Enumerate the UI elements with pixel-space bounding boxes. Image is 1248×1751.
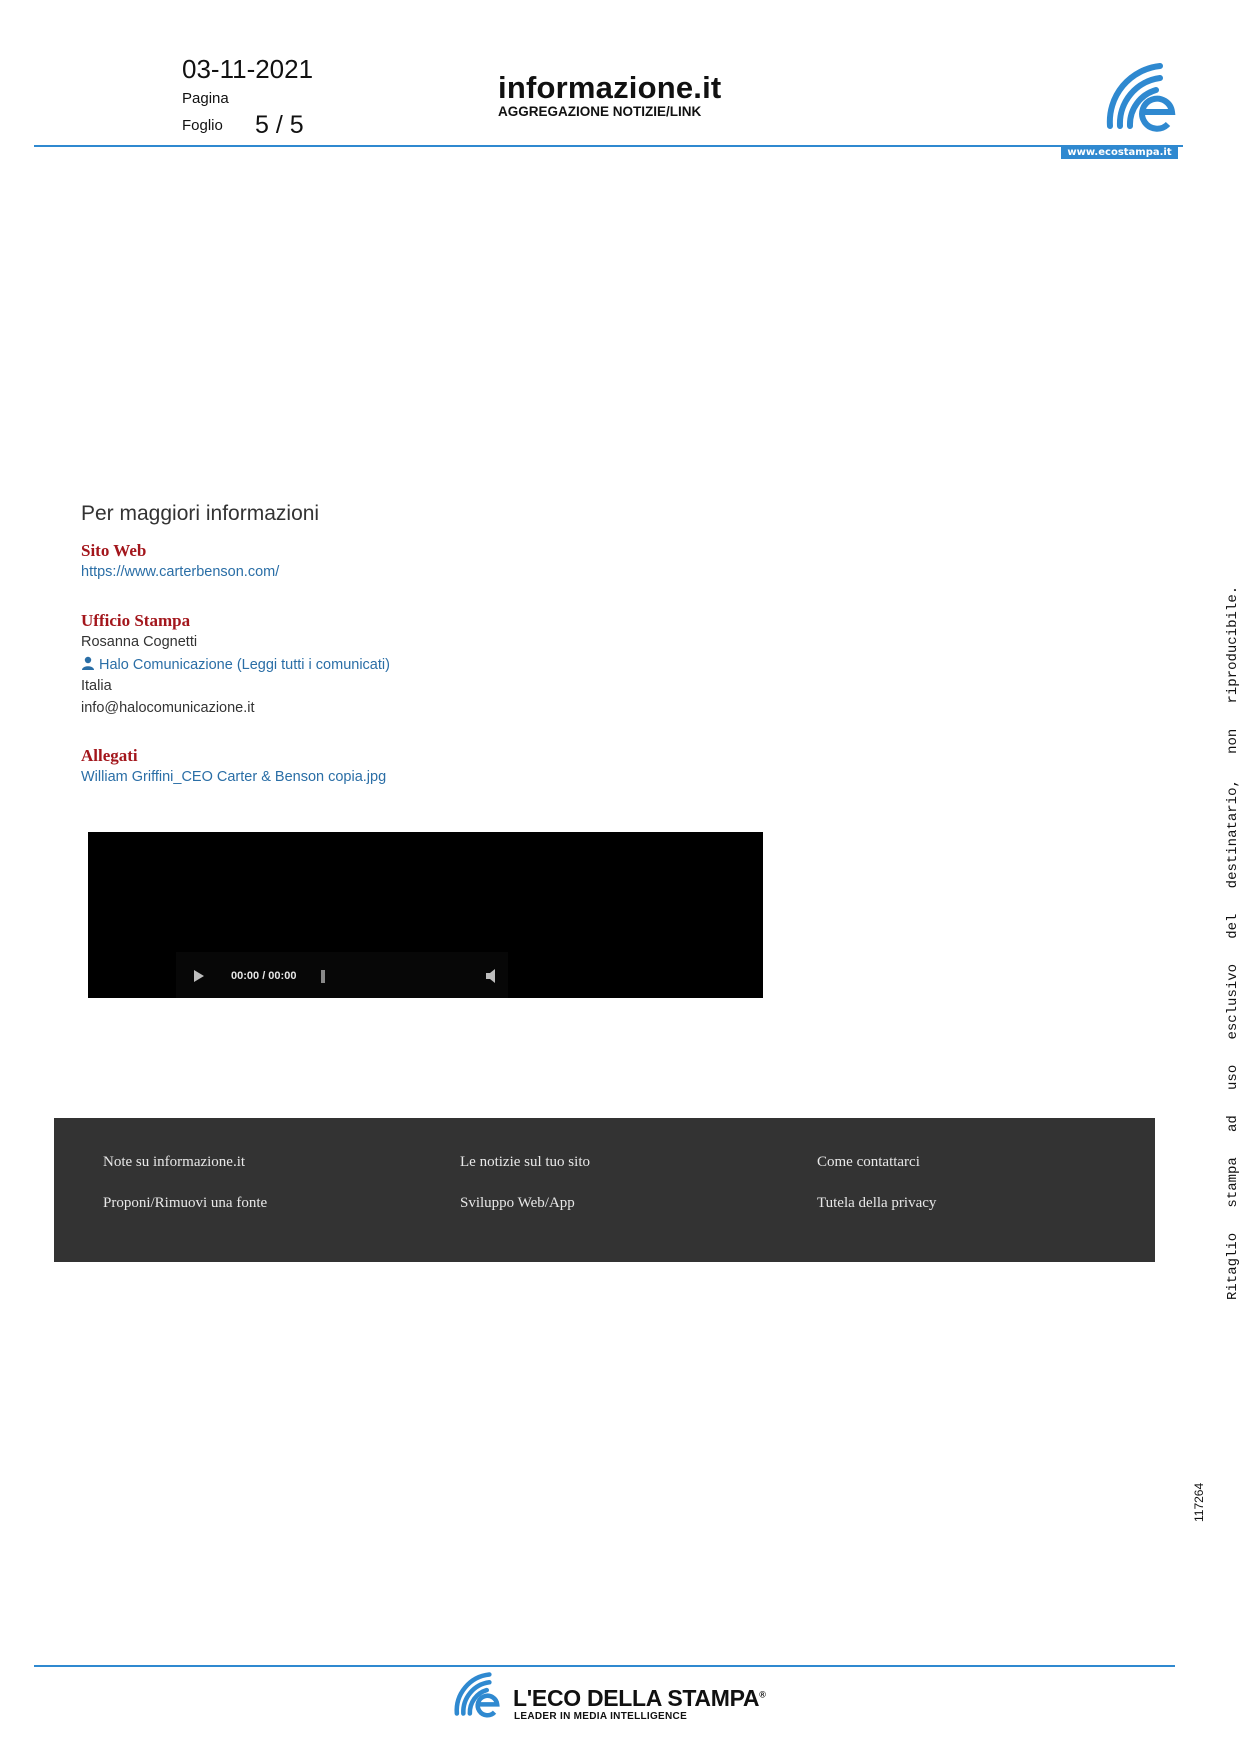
foglio-label: Foglio: [182, 117, 223, 134]
ecostampa-url-badge: www.ecostampa.it: [1061, 146, 1178, 159]
sito-web-title: Sito Web: [81, 541, 147, 560]
footer-link-notizie-sito[interactable]: Le notizie sul tuo sito: [460, 1154, 590, 1170]
pagina-label: Pagina: [182, 90, 229, 107]
brand-name-text: L'ECO DELLA STAMPA: [513, 1685, 760, 1711]
contact-email: info@halocomunicazione.it: [81, 700, 255, 716]
allegati-title: Allegati: [81, 746, 138, 765]
ufficio-stampa-title: Ufficio Stampa: [81, 611, 191, 630]
video-time: 00:00 / 00:00: [231, 970, 297, 982]
contact-name: Rosanna Cognetti: [81, 634, 198, 650]
header-divider: [34, 145, 1183, 147]
video-controls-bar: [176, 952, 508, 998]
footer-link-contatti[interactable]: Come contattarci: [817, 1154, 920, 1170]
clipping-date: 03-11-2021: [182, 54, 314, 84]
clipping-id: 117264: [1192, 1482, 1206, 1522]
play-icon[interactable]: [194, 970, 204, 982]
more-info-heading: Per maggiori informazioni: [81, 502, 320, 525]
footer-link-sviluppo[interactable]: Sviluppo Web/App: [460, 1195, 575, 1211]
user-icon: [81, 656, 95, 670]
site-footer: [54, 1118, 1155, 1262]
publication-name: informazione.it: [498, 70, 722, 105]
folio-number: 5 / 5: [255, 111, 304, 139]
agency-link[interactable]: [81, 656, 390, 673]
contact-country: Italia: [81, 678, 112, 694]
volume-icon[interactable]: [486, 969, 498, 983]
attachment-link[interactable]: William Griffini_CEO Carter & Benson copia.jpg: [81, 769, 387, 785]
publication-subtitle: AGGREGAZIONE NOTIZIE/LINK: [498, 104, 702, 119]
footer-link-proponi-fonte[interactable]: Proponi/Rimuovi una fonte: [103, 1195, 268, 1211]
website-link[interactable]: https://www.carterbenson.com/: [81, 564, 280, 580]
agency-link-label: Halo Comunicazione (Leggi tutti i comunicati): [99, 657, 390, 673]
progress-handle[interactable]: [321, 970, 325, 983]
reproduction-notice: Ritaglio stampa ad uso esclusivo del destinatario, non riproducibile.: [1225, 585, 1241, 1300]
bottom-divider: [34, 1665, 1175, 1667]
footer-link-note[interactable]: Note su informazione.it: [103, 1154, 246, 1170]
ecostampa-logo-icon: [452, 1668, 502, 1720]
footer-link-privacy[interactable]: Tutela della privacy: [817, 1195, 937, 1211]
registered-mark: ®: [759, 1689, 766, 1700]
brand-tagline: LEADER IN MEDIA INTELLIGENCE: [514, 1711, 688, 1722]
ecostampa-logo-icon: [1104, 56, 1178, 136]
brand-name: [513, 1685, 766, 1712]
